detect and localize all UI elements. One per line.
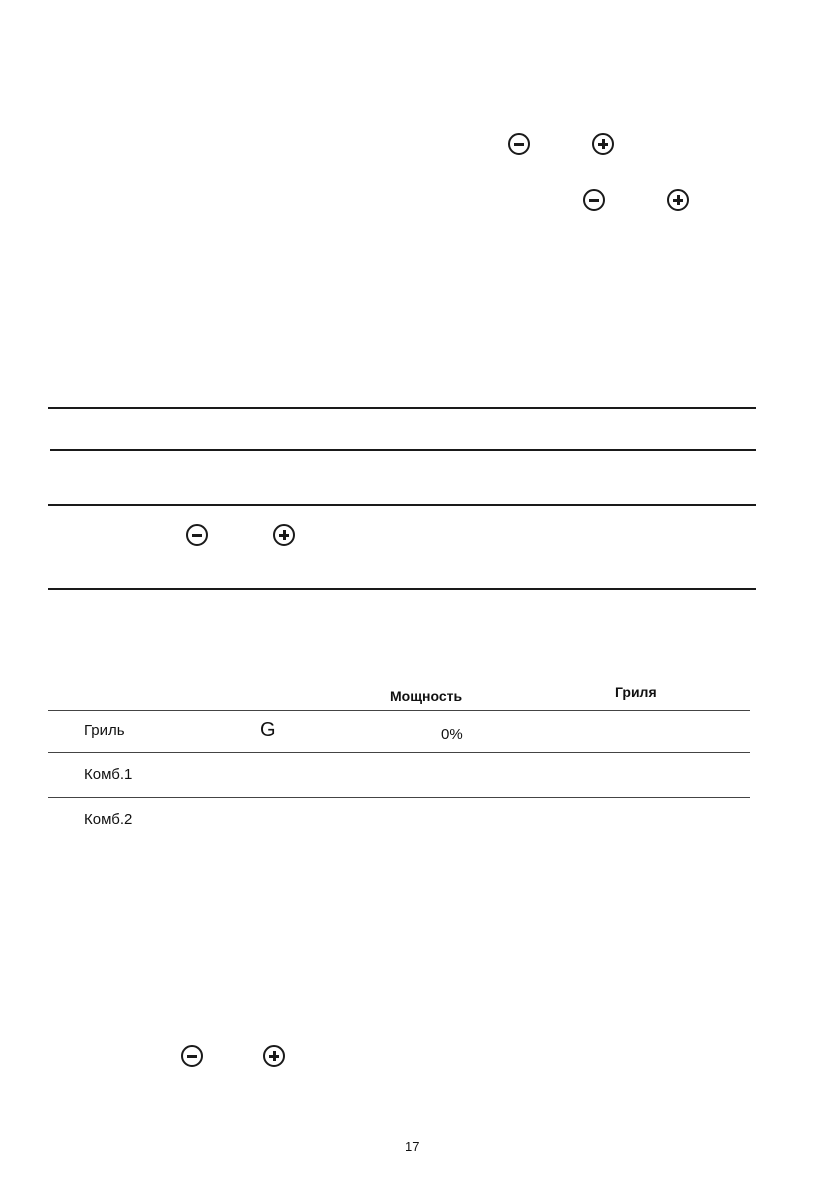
row-label-comb2: Комб.2	[84, 811, 133, 828]
table-row-divider	[48, 752, 750, 753]
page-number: 17	[405, 1139, 420, 1154]
table-rule	[48, 504, 756, 506]
table-rule-bottom	[48, 588, 756, 590]
minus-circle-icon	[181, 1045, 203, 1067]
power-value: 0%	[441, 726, 463, 743]
minus-circle-icon	[583, 189, 605, 211]
column-header-grill: Гриля	[615, 684, 657, 700]
mode-symbol-g: G	[260, 719, 276, 741]
table-row-divider	[48, 710, 750, 711]
minus-circle-icon	[186, 524, 208, 546]
plus-circle-icon	[667, 189, 689, 211]
table-rule-top	[48, 407, 756, 409]
plus-circle-icon	[592, 133, 614, 155]
plus-circle-icon	[273, 524, 295, 546]
row-label-comb1: Комб.1	[84, 766, 133, 783]
minus-circle-icon	[508, 133, 530, 155]
table-row-divider	[48, 797, 750, 798]
table-rule	[50, 449, 756, 451]
column-header-power: Мощность	[390, 688, 463, 704]
plus-circle-icon	[263, 1045, 285, 1067]
row-label-grill: Гриль	[84, 722, 125, 739]
